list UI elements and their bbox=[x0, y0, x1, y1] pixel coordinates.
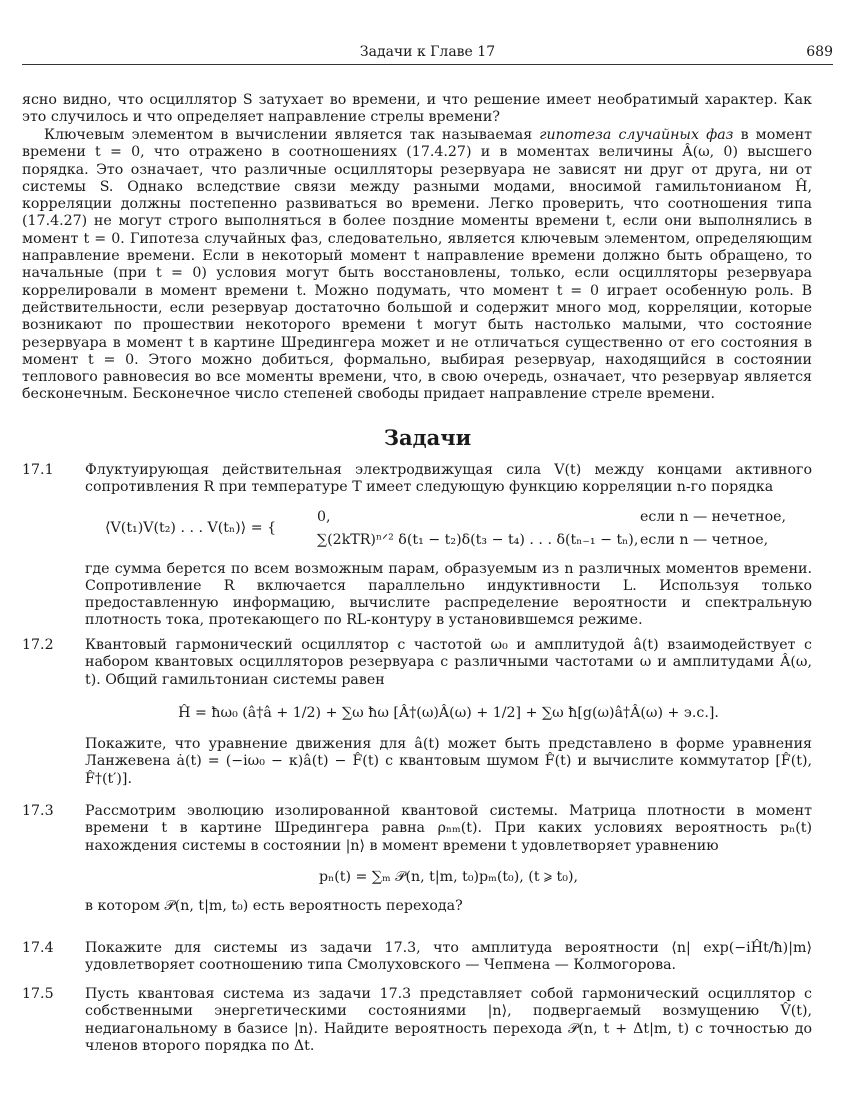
problem-number: 17.4 bbox=[22, 940, 54, 956]
problem-text: Флуктуирующая действительная электродвижущая сила V(t) между концами активного сопротивления R при температуре T имеет следующую функцию корреляции n-го порядка bbox=[85, 462, 812, 496]
problem-number: 17.1 bbox=[22, 462, 54, 478]
problem-text: Квантовый гармонический осциллятор с частотой ω₀ и амплитудой â(t) взаимодействует с набором квантовых осцилляторов резервуара с различными частотами ω и амплитудами Â(ω, t). Общий гамильтониан системы равен bbox=[85, 637, 812, 688]
section-title: Задачи bbox=[383, 425, 472, 450]
equation-condition-1: если n — нечетное, bbox=[640, 508, 787, 525]
problem-17-2 bbox=[22, 637, 812, 788]
problem-number: 17.3 bbox=[22, 803, 54, 819]
problem-17-1 bbox=[22, 462, 812, 630]
problem-text-continued: в котором 𝒫(n, t|m, t₀) есть вероятность перехода? bbox=[85, 898, 463, 915]
equation-case-1: 0, bbox=[317, 508, 331, 525]
running-head bbox=[22, 40, 833, 65]
equation-case-2: ∑(2kTR)ⁿᐟ² δ(t₁ − t₂)δ(t₃ − t₄) . . . δ(tₙ₋₁ − tₙ), bbox=[317, 531, 639, 548]
problem-text-continued: Покажите, что уравнение движения для â(t) может быть представлено в форме уравнения Ланжевена ȧ(t) = (−iω₀ − κ)â(t) − F̂(t) с квантовым шумом F̂(t) и вычислите коммутатор [F̂(t), F̂†(t′)]. bbox=[85, 736, 812, 787]
random-phase-term: гипотеза случайных фаз bbox=[539, 127, 734, 143]
problem-number: 17.2 bbox=[22, 637, 54, 653]
master-equation: pₙ(t) = ∑ₘ 𝒫(n, t|m, t₀)pₘ(t₀), (t ⩾ t₀), bbox=[319, 868, 578, 885]
problem-text: Покажите для системы из задачи 17.3, что амплитуда вероятности ⟨n| exp(−iĤt/ħ)|m⟩ удовлетворяет соотношению типа Смолуховского — Чепмена — Колмогорова. bbox=[85, 940, 812, 974]
problem-17-3 bbox=[22, 803, 812, 915]
equation-condition-2: если n — четное, bbox=[640, 531, 769, 548]
problem-number: 17.5 bbox=[22, 986, 54, 1002]
hamiltonian-equation: Ĥ = ħω₀ (â†â + 1/2) + ∑ω ħω [Â†(ω)Â(ω) + 1/2] + ∑ω ħ[g(ω)â†Â(ω) + э.с.]. bbox=[178, 704, 719, 721]
problem-text: Рассмотрим эволюцию изолированной квантовой системы. Матрица плотности в момент времени t в картине Шредингера равна ρₙₘ(t). При каких условиях вероятность pₙ(t) нахождения системы в состоянии |n⟩ в момент времени t удовлетворяет уравнению bbox=[85, 803, 812, 854]
problem-17-5 bbox=[22, 986, 812, 1055]
equation-lhs: ⟨V(t₁)V(t₂) . . . V(tₙ)⟩ = { bbox=[105, 519, 277, 536]
problem-17-4 bbox=[22, 940, 812, 975]
running-head-title: Задачи к Главе 17 bbox=[359, 44, 496, 60]
problem-text: Пусть квантовая система из задачи 17.3 представляет собой гармонический осциллятор с собственными энергетическими состояниями |n⟩, подвергаемый возмущению V̂(t), недиагональному в базисе |n⟩. Найдите вероятность перехода 𝒫(n, t + Δt|m, t) с точностью до членов второго порядка по Δt. bbox=[85, 986, 812, 1054]
problem-equation bbox=[85, 507, 812, 553]
problem-text-continued: где сумма берется по всем возможным парам, образуемым из n различных моментов времени. Сопротивление R включается параллельно индуктивности L. Используя только предоставленную информацию, вычислите распределение вероятности и спектральную плотность тока, протекающего по RL-контуру в установившемся режиме. bbox=[85, 560, 812, 629]
intro-paragraph-1: ясно видно, что осциллятор S затухает во времени, и что решение имеет необратимый характер. Как это случилось и что определяет направление стрелы времени? bbox=[22, 92, 812, 126]
intro-paragraph-2-start: Ключевым элементом в вычислении является так называемая bbox=[44, 127, 540, 143]
intro-paragraph-2-rest: в момент времени t = 0, что отражено в соотношениях (17.4.27) и в моментах величины Â(ω, 0) высшего порядка. Это означает, что различные осцилляторы резервуара не зависят ни друг от друга, ни от системы S. Однако вследствие связи между разными модами, вносимой гамильтонианом Ĥ, корреляции должны постепенно развиваться во времени. Легко проверить, что соотношения типа (17.4.27) не могут строго выполняться в более поздние моменты времени t, если они выполнялись в момент t = 0. Гипотеза случайных фаз, следовательно, является ключевым элементом, определяющим направление времени. Если в некоторый момент t направление времени должно быть обращено, то начальные (при t = 0) условия могут быть восстановлены, только, если осцилляторы резервуара коррелировали в момент времени t. Можно подумать, что момент t = 0 играет особенную роль. В действительности, если резервуар достаточно большой и содержит много мод, корреляции, которые возникают по прошествии некоторого времени t могут быть настолько малыми, что состояние резервуара в момент t в картине Шредингера может и не отличаться существенно от его состояния в момент t = 0. Этого можно добиться, формально, выбирая резервуар, находящийся в состоянии теплового равновесия во все моменты времени, что, в свою очередь, означает, что резервуар является бесконечным. Бесконечное число степеней свободы придает направление стреле времени. bbox=[22, 127, 812, 403]
intro-paragraph-2 bbox=[22, 127, 812, 404]
page-number: 689 bbox=[806, 44, 833, 60]
